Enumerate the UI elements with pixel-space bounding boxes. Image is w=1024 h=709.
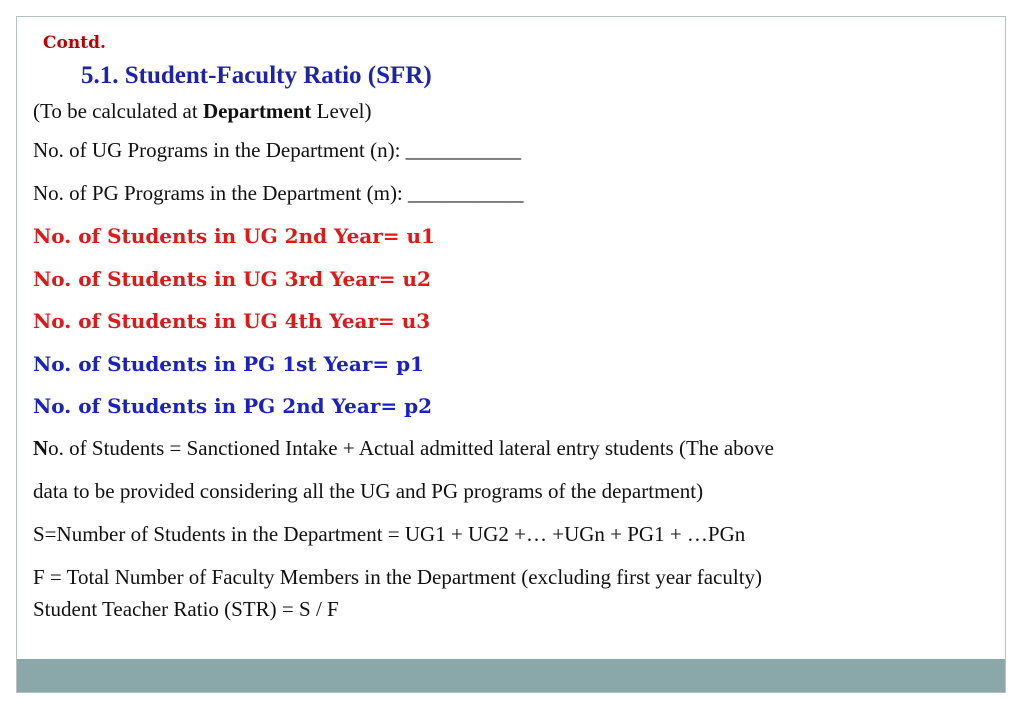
page-title: 5.1. Student-Faculty Ratio (SFR): [81, 62, 432, 89]
calc-note-prefix: (To be calculated at: [33, 99, 203, 123]
ug-programs-line: No. of UG Programs in the Department (n): ___________: [33, 138, 522, 162]
footer-band: [17, 659, 1005, 692]
definition-line-2: data to be provided considering all the UG and PG programs of the department): [33, 479, 704, 503]
slide: [16, 16, 1006, 693]
formula-s: S=Number of Students in the Department = UG1 + UG2 +… +UGn + PG1 + …PGn: [33, 522, 746, 546]
ug3-students-line: No. of Students in UG 3rd Year= u2: [33, 267, 431, 291]
definition-line-1: [33, 436, 774, 461]
calc-note-suffix: Level): [311, 99, 372, 123]
calc-note-emphasis: Department: [202, 99, 312, 123]
calculation-note: [33, 99, 371, 124]
definition-lead: N: [33, 436, 49, 460]
ug2-students-line: No. of Students in UG 2nd Year= u1: [33, 224, 435, 248]
contd-label: Contd.: [43, 33, 106, 53]
pg-programs-line: No. of PG Programs in the Department (m): ___________: [33, 181, 524, 205]
formula-str: Student Teacher Ratio (STR) = S / F: [33, 597, 339, 621]
pg1-students-line: No. of Students in PG 1st Year= p1: [33, 352, 424, 376]
pg2-students-line: No. of Students in PG 2nd Year= p2: [33, 394, 433, 418]
definition-rest: o. of Students = Sanctioned Intake + Actual admitted lateral entry students (The above: [48, 436, 774, 460]
formula-f: F = Total Number of Faculty Members in the Department (excluding first year faculty): [33, 565, 763, 589]
ug4-students-line: No. of Students in UG 4th Year= u3: [33, 309, 431, 333]
